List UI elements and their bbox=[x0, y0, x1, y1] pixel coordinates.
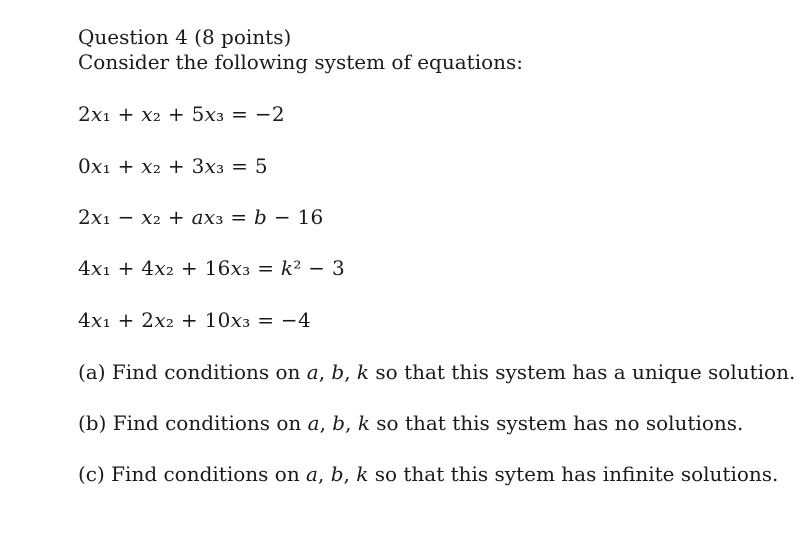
part-a: (a) Find conditions on 𝑎, 𝑏, 𝑘 so that this system has a unique solution. bbox=[78, 360, 796, 384]
question-intro: Consider the following system of equations: bbox=[78, 50, 524, 74]
equation-3: 2𝑥₁ − 𝑥₂ + 𝑎𝑥₃ = 𝑏 − 16 bbox=[78, 205, 324, 229]
equation-2: 0𝑥₁ + 𝑥₂ + 3𝑥₃ = 5 bbox=[78, 154, 268, 178]
part-c: (c) Find conditions on 𝑎, 𝑏, 𝑘 so that this sytem has infinite solutions. bbox=[78, 462, 779, 486]
question-title: Question 4 (8 points) bbox=[78, 25, 292, 49]
equation-5: 4𝑥₁ + 2𝑥₂ + 10𝑥₃ = −4 bbox=[78, 308, 311, 332]
part-b: (b) Find conditions on 𝑎, 𝑏, 𝑘 so that this system has no solutions. bbox=[78, 411, 744, 435]
equation-4: 4𝑥₁ + 4𝑥₂ + 16𝑥₃ = 𝑘² − 3 bbox=[78, 256, 346, 280]
equation-1: 2𝑥₁ + 𝑥₂ + 5𝑥₃ = −2 bbox=[78, 102, 285, 126]
